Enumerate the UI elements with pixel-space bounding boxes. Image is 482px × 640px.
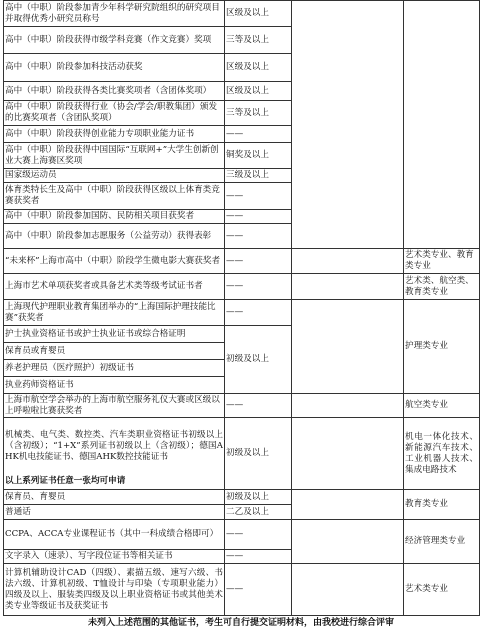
table-row xyxy=(4,394,480,418)
item-cell: 护士执业资格证书或护士执业证书或综合格证明 xyxy=(4,326,225,343)
major-cell: 艺术类、航空类、教育类专业 xyxy=(404,274,480,300)
item-cell: 高中（中职）阶段参加科技活动获奖 xyxy=(4,54,225,82)
blank-cell xyxy=(292,418,404,490)
level-cell: —— xyxy=(225,550,292,564)
level-cell: 三级及以上 xyxy=(225,169,292,183)
level-cell: 三等及以上 xyxy=(225,101,292,126)
table-row xyxy=(4,418,480,475)
blank-cell xyxy=(292,490,404,520)
level-cell: —— xyxy=(225,224,292,249)
major-cell: 艺术类专业、教育类专业 xyxy=(404,249,480,274)
blank-cell xyxy=(292,394,404,418)
item-cell: 机械类、电气类、数控类、汽车类职业资格证书初级以上（含初级）；“1+X”系列证书初级以上（含初级）；德国AHK机电技能证书、德国AHK数控技能证书 xyxy=(4,418,225,475)
blank-cell xyxy=(292,274,404,300)
level-cell: 初级及以上 xyxy=(225,418,292,490)
level-cell: 区级及以上 xyxy=(225,54,292,82)
major-cell: 航空类专业 xyxy=(404,394,480,418)
major-cell: 艺术类专业 xyxy=(404,564,480,616)
item-cell: 高中（中职）阶段参加志愿服务（公益劳动）获得表彰 xyxy=(4,224,225,249)
item-cell: 高中（中职）阶段获得中国国际“互联网+”大学生创新创业大赛上海赛区奖项 xyxy=(4,143,225,169)
item-cell: 上海现代护理职业教育集团举办的“上海国际护理技能比赛”获奖者 xyxy=(4,300,225,326)
major-cell: 护理类专业 xyxy=(404,300,480,394)
major-cell: 机电一体化技术、新能源汽车技术、工业机器人技术、集成电路技术 xyxy=(404,418,480,490)
major-cell-empty xyxy=(404,1,480,249)
item-cell: 上海市航空学会举办的上海市航空服务礼仪大赛或区级以上呼啦啦比赛获奖者 xyxy=(4,394,225,418)
level-cell: —— xyxy=(225,249,292,274)
item-cell: 高中（中职）阶段参加青少年科学研究院组织的研究项目并取得优秀小研究员称号 xyxy=(4,1,225,27)
level-cell: 三等及以上 xyxy=(225,27,292,54)
table-row xyxy=(4,249,480,274)
item-cell: 养老护理员（医疗照护）初级证书 xyxy=(4,360,225,377)
blank-cell xyxy=(292,249,404,274)
level-cell: 区级及以上 xyxy=(225,82,292,101)
blank-cell xyxy=(292,300,404,394)
certificate-table xyxy=(3,0,480,616)
table-row xyxy=(4,490,480,505)
major-cell: 教育类专业 xyxy=(404,490,480,520)
level-cell: 初级及以上 xyxy=(225,326,292,394)
table-row xyxy=(4,520,480,550)
item-cell: 高中（中职）阶段获得市级学科竞赛（作文竞赛）奖项 xyxy=(4,27,225,54)
level-cell: —— xyxy=(225,210,292,224)
level-cell: —— xyxy=(225,274,292,300)
table-row xyxy=(4,1,480,27)
item-cell: 计算机辅助设计CAD（四级）、素描五级、速写六级、书法六级、计算机初级、T恤设计与印染（专项职业能力）四级及以上、服装类四级及以上职业资格证书或其他美术类专业等级证书及获奖证书 xyxy=(4,564,225,616)
level-cell: —— xyxy=(225,394,292,418)
level-cell: 区级及以上 xyxy=(225,1,292,27)
item-cell: 高中（中职）阶段参加国防、民防相关项目获奖者 xyxy=(4,210,225,224)
item-cell: 高中（中职）阶段获得行业（协会/学会/职教集团）颁发的比赛奖项者（含团队奖项） xyxy=(4,101,225,126)
table-row xyxy=(4,274,480,300)
level-cell: —— xyxy=(225,300,292,326)
level-cell: —— xyxy=(225,520,292,550)
item-cell: 保育员、育婴员 xyxy=(4,490,225,505)
level-cell: —— xyxy=(225,183,292,210)
blank-cell xyxy=(292,1,404,249)
level-cell: 二乙及以上 xyxy=(225,505,292,520)
item-cell: 上海市艺术单项获奖者或具备艺术类等级考试证书者 xyxy=(4,274,225,300)
item-cell: 文字录入（速录）、写字段位证书等相关证书 xyxy=(4,550,225,564)
major-cell: 经济管理类专业 xyxy=(404,520,480,564)
blank-cell xyxy=(292,520,404,564)
note-cell: 以上系列证书任意一张均可申请 xyxy=(4,475,225,490)
item-cell: 执业药师资格证书 xyxy=(4,377,225,394)
item-cell: “未来杯”上海市高中（中职）阶段学生微电影大赛获奖者 xyxy=(4,249,225,274)
level-cell: 初级及以上 xyxy=(225,490,292,505)
item-cell: 体育类特长生及高中（中职）阶段获得区级以上体育类竞赛获奖者 xyxy=(4,183,225,210)
footer-note: 未列入上述范围的其他证书，考生可自行提交证明材料，由我校进行综合评审 xyxy=(87,617,394,628)
item-cell: 保育员或育婴员 xyxy=(4,343,225,360)
item-cell: 高中（中职）阶段获得创业能力专项职业能力证书 xyxy=(4,126,225,143)
item-cell: CCPA、ACCA专业课程证书（其中一科成绩合格即可） xyxy=(4,520,225,550)
level-cell: 铜奖及以上 xyxy=(225,143,292,169)
item-cell: 高中（中职）阶段获得各类比赛奖项者（含团体奖项） xyxy=(4,82,225,101)
level-cell: —— xyxy=(225,564,292,616)
level-cell: —— xyxy=(225,126,292,143)
item-cell: 国家级运动员 xyxy=(4,169,225,183)
table-row xyxy=(4,300,480,326)
item-cell: 普通话 xyxy=(4,505,225,520)
